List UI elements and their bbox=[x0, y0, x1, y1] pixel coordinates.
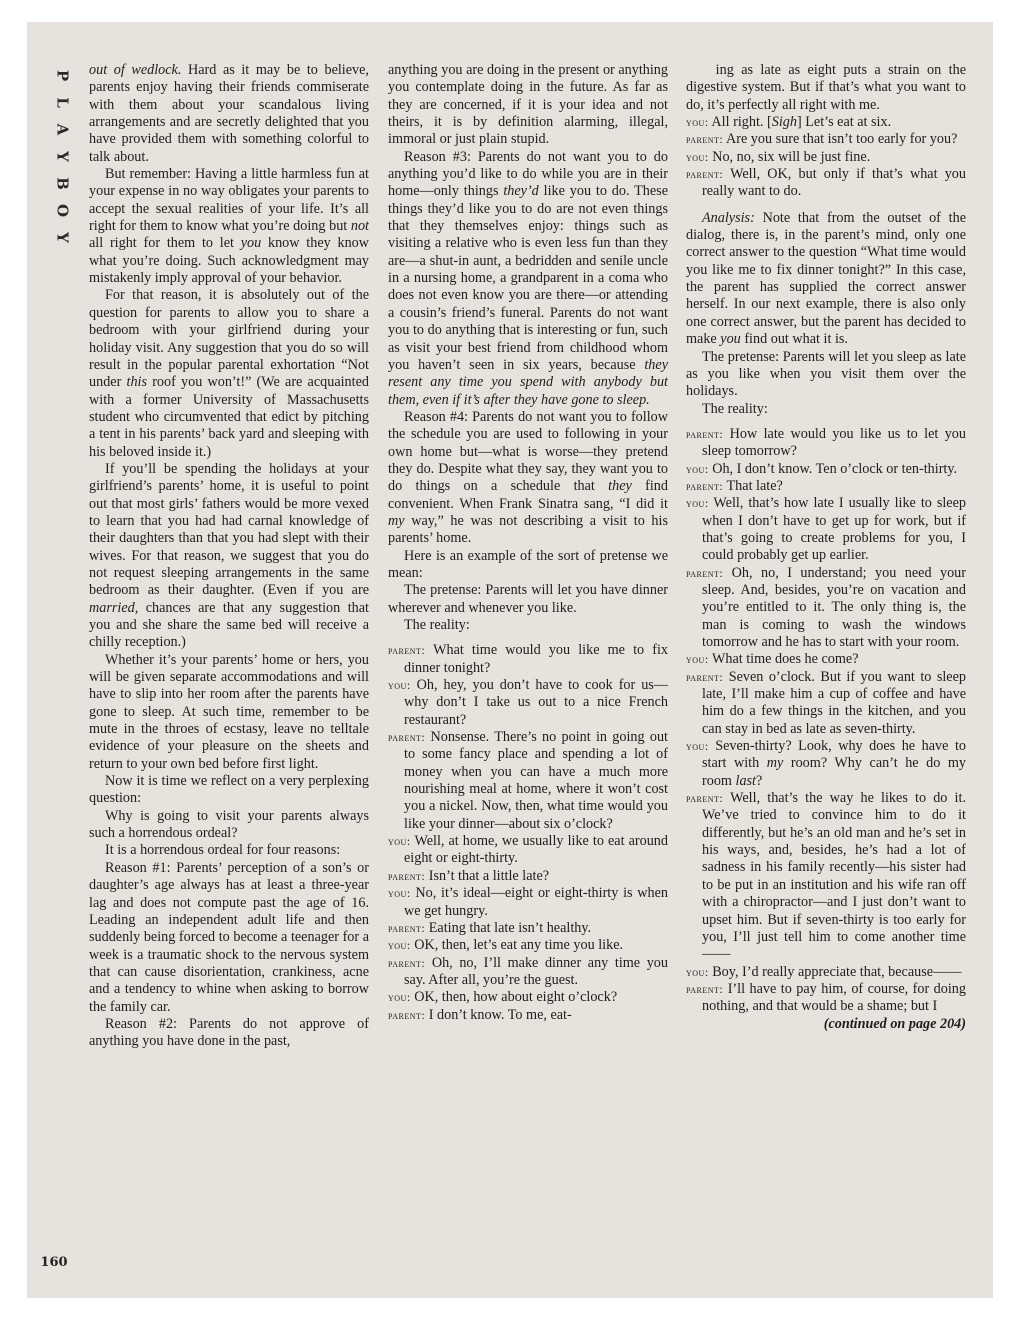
dialog-line: parent: Eating that late isn’t healthy. bbox=[388, 919, 592, 936]
paragraph: But remember: Having a little harmless fun at your expense in no way obligates your parents to accept the sexual realities of your life. It’s all right for them to know what you’re doing but not all right for them to let you know they know what you’re doing. Such acknowledgment may mistakenly imply approval of your behavior. bbox=[89, 166, 369, 287]
paragraph: It is a horrendous ordeal for four reasons: bbox=[105, 842, 341, 859]
dialog-line: you: All right. [Sigh] Let’s eat at six. bbox=[686, 114, 892, 131]
text-column-3 bbox=[686, 62, 966, 1294]
text-column-1 bbox=[89, 62, 369, 1294]
paragraph: The reality: bbox=[702, 400, 768, 417]
dialog-line: you: OK, then, how about eight o’clock? bbox=[388, 989, 618, 1006]
dialog-line: parent: Well, that’s the way he likes to do it. We’ve tried to convince him to do it differently, but he’s an old man and he’s set in his ways, and, besides, he’s had a lot of sadness in his family recently—his sister had to be put in an institution and his wife ran off with a chiropractor—and I just don’t want to upset him. But if seven-thirty is too early for you, I’ll just tell him to come another time—— bbox=[686, 790, 966, 963]
masthead-letter: Y bbox=[53, 151, 72, 162]
dialog-line: parent: Seven o’clock. But if you want to sleep late, I’ll make him a cup of coffee and have him do a few things in the kitchen, and you can stay in bed as late as seven-thirty. bbox=[686, 668, 966, 737]
dialog-line: parent: I don’t know. To me, eat- bbox=[388, 1006, 572, 1023]
dialog-line: parent: That late? bbox=[686, 477, 783, 494]
dialog-line: parent: Oh, no, I understand; you need your sleep. And, besides, you’re on vacation and you’re entitled to it. The only thing is, the man is coming to wash the windows tomorrow and he has to start with your room. bbox=[686, 564, 966, 650]
dialog-line: parent: Oh, no, I’ll make dinner any time you say. After all, you’re the guest. bbox=[388, 954, 668, 988]
dialog-line: you: Boy, I’d really appreciate that, because—— bbox=[686, 963, 962, 980]
paragraph: Why is going to visit your parents always such a horrendous ordeal? bbox=[89, 807, 369, 842]
paragraph: Reason #2: Parents do not approve of anything you have done in the past, bbox=[89, 1015, 369, 1050]
dialog-line: parent: What time would you like me to fix dinner tonight? bbox=[388, 642, 668, 676]
dialog-line: parent: Nonsense. There’s no point in going out to some fancy place and spending a lot of money when you can have a much more nourishing meal at home, where it won’t cost you a nickel. Now, then, what time would you like your dinner—about six o’clock? bbox=[388, 729, 668, 832]
masthead-letter: O bbox=[53, 203, 72, 218]
masthead-letter: A bbox=[53, 123, 72, 136]
paragraph: ing as late as eight puts a strain on the digestive system. But if that’s what you want to do, it’s perfectly all right with me. bbox=[686, 62, 966, 113]
dialog-line: you: OK, then, let’s eat any time you like. bbox=[388, 937, 624, 954]
paragraph: Reason #1: Parents’ perception of a son’s or daughter’s age always has at least a three-year lag and does not compute past the age of 16. Leading an independent adult life and then suddenly being forced to become a teenager for a week is a traumatic shock to the nervous system that can cause disorientation, crankiness, acne and a tendency to whine when asking to borrow the family car. bbox=[89, 859, 369, 1015]
paragraph: Analysis: Note that from the outset of the dialog, there is, in the parent’s mind, only one correct answer to the question “What time would you like me to fix dinner tonight?” In this case, the parent has supplied the correct answer herself. In our next example, there is also only one correct answer, but the parent has decided to make you find out what it is. bbox=[686, 209, 966, 348]
masthead-vertical bbox=[51, 62, 73, 251]
paragraph: Reason #4: Parents do not want you to follow the schedule you are used to following in your own home but—what is worse—they pretend they do. Despite what they say, they want you to do things on a schedule that they find convenient. When Frank Sinatra sang, “I did it my way,” he was not describing a visit to his parents’ home. bbox=[388, 408, 668, 547]
dialog-line: you: Oh, hey, you don’t have to cook for us—why don’t I take us out to a nice French restaurant? bbox=[388, 677, 668, 728]
masthead-letter: P bbox=[53, 69, 72, 82]
paragraph: anything you are doing in the present or anything you contemplate doing in the future. As far as they are concerned, if it is your idea and not theirs, it is by definition alarming, illegal, immoral or just plain stupid. bbox=[388, 62, 668, 148]
dialog-line: parent: I’ll have to pay him, of course, for doing nothing, and that would be a shame; but I bbox=[686, 980, 966, 1015]
paragraph: Whether it’s your parents’ home or hers, you will be given separate accommodations and will have to slip into her room after the parents have gone to sleep. At such time, remember to be mute in the throes of ecstasy, leave no telltale evidence of your pleasure on the sheets and return to your own bed before first light. bbox=[89, 651, 369, 772]
dialog-line: parent: How late would you like us to let you sleep tomorrow? bbox=[686, 425, 966, 460]
paragraph: Now it is time we reflect on a very perplexing question: bbox=[89, 773, 369, 807]
paragraph: Here is an example of the sort of pretense we mean: bbox=[388, 547, 668, 581]
paragraph: Reason #3: Parents do not want you to do anything you’d like to do while you are in their home—only things they’d like you to do. These things they’d like you to do are not even things that they themselves enjoy: things such as visiting a relative who is even less fun than they are—a shut-in aunt, a bedridden and senile uncle in a nursing home, a grandparent in a coma who does not even know you are there—or attending a cousin’s friend’s funeral. Parents do not want you to do anything that is interesting or fun, such as visit your best friend from childhood whom you haven’t seen in six years, because they resent any time you spend with anybody but them, even if it’s after they have gone to sleep. bbox=[388, 148, 668, 408]
masthead-letter: B bbox=[53, 177, 72, 190]
text-column-2 bbox=[388, 62, 668, 1294]
dialog-line: parent: Well, OK, but only if that’s what you really want to do. bbox=[686, 166, 966, 200]
paragraph: The pretense: Parents will let you sleep as late as you like when you visit them over the holidays. bbox=[686, 348, 966, 400]
paragraph: If you’ll be spending the holidays at your girlfriend’s parents’ home, it is useful to point out that most girls’ fathers would be more vexed to learn that you had had carnal knowledge of their daughters than that you had slept with their wives. For that reason, we suggest that you do not request sleeping arrangements in the same bedroom as their daughter. (Even if you are married, chances are that any suggestion that you and she share the same bed will receive a chilly reception.) bbox=[89, 460, 369, 651]
magazine-page bbox=[27, 22, 993, 1298]
paragraph: out of wedlock. Hard as it may be to believe, parents enjoy having their friends commiserate with them about your scandalous living arrangements and are secretly delighted that you have provided them with something colorful to talk about. bbox=[89, 62, 369, 165]
paragraph: For that reason, it is absolutely out of the question for parents to allow you to share a bedroom with your girlfriend during your holiday visit. Any suggestion that you do so will result in the popular parental exhortation “Not under this roof you won’t!” (We are acquainted with a former University of Massachusetts student who circumvented that edict by pitching a tent in his parents’ back yard and sleeping with his beloved inside it.) bbox=[89, 287, 369, 460]
dialog-line: you: No, no, six will be just fine. bbox=[686, 148, 871, 165]
dialog-line: you: What time does he come? bbox=[686, 651, 859, 668]
dialog-line: you: No, it’s ideal—eight or eight-thirty is when we get hungry. bbox=[388, 885, 668, 919]
dialog-line: parent: Isn’t that a little late? bbox=[388, 867, 550, 884]
dialog-line: you: Well, that’s how late I usually like to sleep when I don’t have to get up for work, but if that’s going to create problems for you, I could probably get up earlier. bbox=[686, 495, 966, 564]
dialog-line: you: Seven-thirty? Look, why does he have to start with my room? Why can’t he do my room last? bbox=[686, 738, 966, 789]
continued-note: (continued on page 204) bbox=[823, 1015, 966, 1032]
paragraph: The pretense: Parents will let you have dinner wherever and whenever you like. bbox=[388, 582, 668, 616]
paragraph: The reality: bbox=[404, 617, 470, 633]
masthead-letter: L bbox=[53, 97, 72, 108]
dialog-line: parent: Are you sure that isn’t too early for you? bbox=[686, 131, 958, 148]
dialog-line: you: Well, at home, we usually like to eat around eight or eight-thirty. bbox=[388, 833, 668, 867]
masthead-letter: Y bbox=[53, 232, 72, 243]
page-number: 160 bbox=[40, 1255, 68, 1270]
dialog-line: you: Oh, I don’t know. Ten o’clock or ten-thirty. bbox=[686, 460, 958, 477]
